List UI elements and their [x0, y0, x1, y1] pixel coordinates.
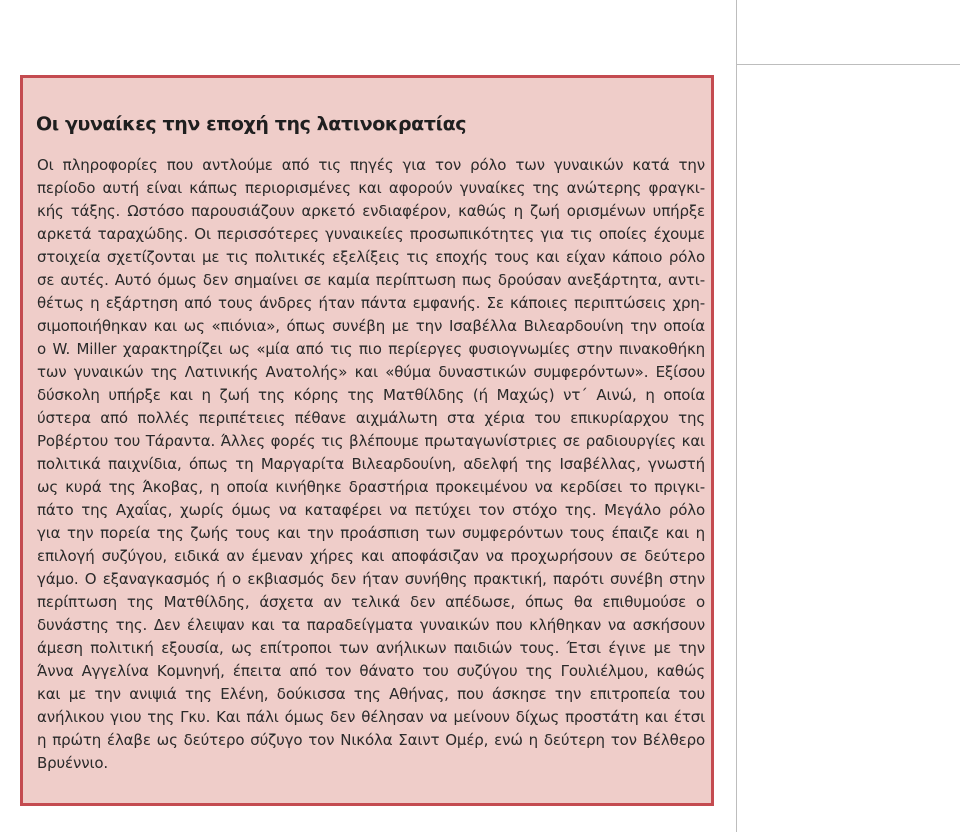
body-text-line: θέτως η εξάρτηση από τους άνδρες ήταν πάντα εμφανής. Σε κάποιες περιπτώσεις χρη-: [37, 294, 705, 312]
body-text-line: ο W. Miller χαρακτηρίζει ως «μία από τις πιο περίεργες φυσιογνωμίες στην πινακοθήκη: [37, 340, 705, 358]
body-text-line: πάτο της Αχαΐας, χωρίς όμως να καταφέρει να πετύχει τον στόχο της. Μεγάλο ρόλο: [37, 501, 705, 519]
body-text-line: επιλογή συζύγου, ειδικά αν έμεναν χήρες και αποφάσιζαν να προχωρήσουν σε δεύτερο: [37, 547, 705, 565]
body-text-line: η πρώτη έλαβε ως δεύτερο σύζυγο τον Νικόλα Σαιντ Ομέρ, ενώ η δεύτερη τον Βέλθερο: [37, 731, 705, 749]
body-text-line: γάμο. Ο εξαναγκασμός ή ο εκβιασμός δεν ήταν συνήθης πρακτική, παρότι συνέβη στην: [37, 570, 705, 588]
body-text-line: σιμοποιήθηκαν και ως «πιόνια», όπως συνέβη με την Ισαβέλλα Βιλεαρδουίνη την οποία: [37, 317, 705, 335]
body-text-line: πολιτικά παιχνίδια, όπως τη Μαργαρίτα Βιλεαρδουίνη, αδελφή της Ισαβέλλας, γνωστή: [37, 455, 705, 473]
body-text-line: και με την ανιψιά της Ελένη, δούκισσα της Αθήνας, που άσκησε την επιτροπεία του: [37, 685, 705, 703]
body-text-line: σε αυτές. Αυτό όμως δεν σημαίνει σε καμία περίπτωση πως δρούσαν ανεξάρτητα, αντι-: [37, 271, 705, 289]
box-title: Οι γυναίκες την εποχή της λατινοκρατίας: [36, 113, 467, 135]
body-text-line: δυνάστης της. Δεν έλειψαν και τα παραδείγματα γυναικών που κλήθηκαν να ασκήσουν: [37, 616, 705, 634]
body-text-line: Ροβέρτου του Τάραντα. Άλλες φορές τις βλέπουμε πρωταγωνίστριες σε ραδιουργίες και: [37, 432, 705, 450]
body-text-line: ύστερα από πολλές περιπέτειες πέθανε αιχμάλωτη στα χέρια του επικυρίαρχου της: [37, 409, 705, 427]
body-text-line: Άννα Αγγελίνα Κομνηνή, έπειτα από τον θάνατο του συζύγου της Γουλιέλμου, καθώς: [37, 662, 705, 680]
body-text-line: αρκετά ταραχώδης. Οι περισσότερες γυναικείες προσωπικότητες για τις οποίες έχουμε: [37, 225, 705, 243]
body-text-line: ανήλικου γιου της Γκυ. Και πάλι όμως δεν θέλησαν να μείνουν δίχως προστάτη και έτσι: [37, 708, 705, 726]
page-horizontal-rule: [736, 64, 960, 65]
body-text-line: άμεση πολιτική εξουσία, ως επίτροποι των ανήλικων παιδιών τους. Έτσι έγινε με την: [37, 639, 705, 657]
body-text-line: ως κυρά της Άκοβας, η οποία κινήθηκε δραστήρια προκειμένου να κερδίσει το πριγκι-: [37, 478, 705, 496]
page-vertical-rule: [736, 0, 737, 832]
body-text-line: κής τάξης. Ωστόσο παρουσιάζουν αρκετό ενδιαφέρον, καθώς η ζωή ορισμένων υπήρξε: [37, 202, 705, 220]
body-text-line: περίοδο αυτή είναι κάπως περιορισμένες και αφορούν γυναίκες της ανώτερης φραγκι-: [37, 179, 705, 197]
body-text-line: Οι πληροφορίες που αντλούμε από τις πηγές για τον ρόλο των γυναικών κατά την: [37, 156, 705, 174]
box-body-text: [37, 154, 705, 775]
body-text-line: για την πορεία της ζωής τους και την προάσπιση των συμφερόντων τους έπαιζε και η: [37, 524, 705, 542]
sidebar-box: [20, 75, 714, 806]
body-text-line: περίπτωση της Ματθίλδης, άσχετα αν τελικά δεν απέδωσε, όπως θα επιθυμούσε ο: [37, 593, 705, 611]
body-text-line: στοιχεία σχετίζονται με τις πολιτικές εξελίξεις τις εποχής τους και είχαν κάποιο ρόλο: [37, 248, 705, 266]
body-text-line: των γυναικών της Λατινικής Ανατολής» και «θύμα δυναστικών συμφερόντων». Εξίσου: [37, 363, 705, 381]
body-text-line: δύσκολη υπήρξε και η ζωή της κόρης της Ματθίλδης (ή Μαχώς) ντ΄ Αινώ, η οποία: [37, 386, 705, 404]
body-text-line: Βρυέννιο.: [37, 754, 109, 772]
